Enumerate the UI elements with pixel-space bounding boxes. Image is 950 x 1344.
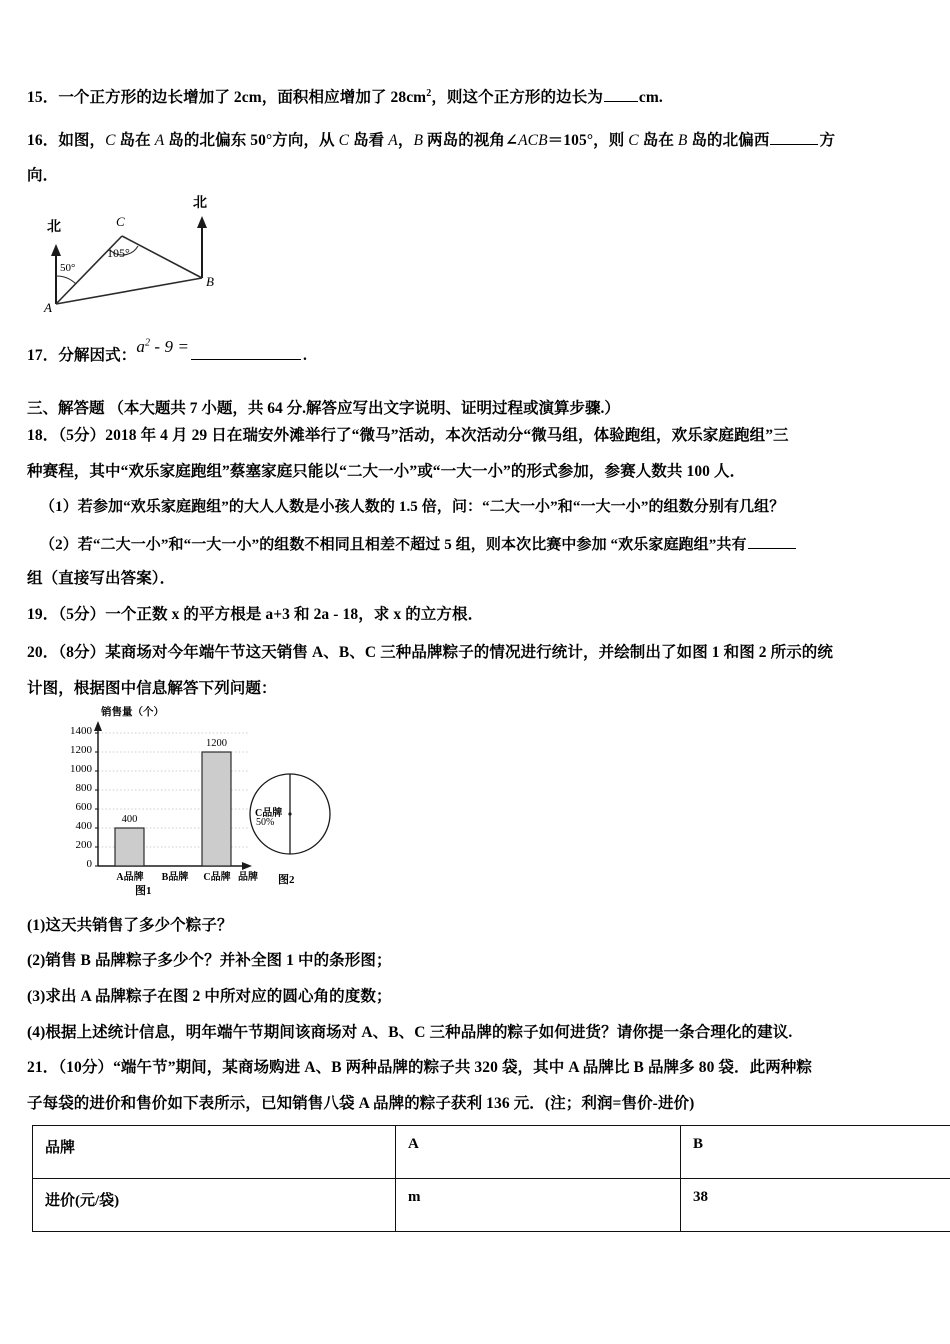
q16-var-a1: A — [154, 132, 165, 150]
q16-var-a2: A — [388, 132, 398, 150]
pie-slice-label-c: C品牌 — [255, 808, 283, 819]
table-row-header — [33, 1126, 950, 1179]
bar-chart-ytick-400: 400 — [75, 820, 92, 832]
q16-text-e: ， — [397, 132, 414, 150]
question-15-text-a: 一个正方形的边长增加了 2cm，面积相应增加了 28cm — [58, 89, 427, 107]
question-18-part-2-cont: 组（直接写出答案）． — [27, 570, 176, 587]
question-20-line-1 — [27, 645, 833, 661]
table-cell-b-price: 38 — [681, 1179, 950, 1232]
question-20-sub-4: (4)根据上述统计信息，明年端午节期间该商场对 A、B、C 三种品牌的粽子如何进货？请你提一条合理化的建议. — [27, 1024, 793, 1041]
question-18-number: 18． — [27, 427, 59, 444]
q16-var-c1: C — [105, 132, 116, 150]
bar-category-label-c: C品牌 — [203, 872, 231, 883]
question-18-part-1: （1）若参加“欢乐家庭跑组”的大人人数是小孩人数的 1.5 倍，问：“二大一小”和“一大一小”的组数分别有几组？ — [40, 499, 785, 515]
answer-blank[interactable] — [770, 131, 818, 145]
question-16-line-1 — [27, 131, 835, 149]
question-15-text-c: cm. — [638, 89, 663, 107]
q16-var-c2: C — [338, 132, 350, 150]
pie-chart-caption: 图2 — [278, 874, 295, 886]
q16-text-b: 岛在 — [115, 132, 155, 150]
question-15-text-b: ，则这个正方形的边长为 — [431, 89, 603, 107]
question-17-expr-rest: - 9 = — [150, 337, 190, 357]
question-20-sub-3: (3)求出 A 品牌粽子在图 2 中所对应的圆心角的度数； — [27, 988, 392, 1005]
pie-chart-figure — [238, 766, 348, 891]
answer-blank[interactable] — [191, 346, 301, 360]
question-15-number: 15． — [27, 89, 59, 107]
question-21-marks: （10分） — [58, 1059, 114, 1076]
island-label-c: C — [116, 214, 125, 229]
island-label-north-left: 北 — [47, 220, 61, 235]
bar-chart-ytick-600: 600 — [75, 801, 92, 813]
island-angle-at-a: 50° — [60, 262, 76, 274]
bar-chart-ylabel: 销售量（个） — [101, 707, 164, 718]
section-header-three: 三、解答题 （本大题共 7 小题，共 64 分.解答应写出文字说明、证明过程或演算步骤.） — [27, 400, 620, 417]
question-20-text: 某商场对今年端午节这天销售 A、B、C 三种品牌粽子的情况进行统计，并绘制出了如图 1 和图 2 所示的统 — [105, 644, 833, 661]
island-label-north-right: 北 — [193, 196, 207, 211]
table-header-b: B — [681, 1126, 950, 1179]
bar-chart-caption: 图1 — [135, 885, 152, 897]
q16-text-h: 岛在 — [638, 132, 678, 150]
q16-text-i: 岛的北偏西 — [687, 132, 770, 150]
q16-angle-acb: ACB — [518, 132, 548, 150]
bar-chart-ytick-1400: 1400 — [70, 725, 92, 737]
island-label-b: B — [206, 274, 214, 289]
question-20-marks: （8分） — [58, 644, 106, 661]
bar-category-label-a: A品牌 — [116, 872, 144, 883]
question-17 — [27, 337, 308, 365]
answer-blank[interactable] — [604, 88, 638, 102]
bar-chart-ytick-1000: 1000 — [70, 763, 92, 775]
island-diagram — [30, 196, 260, 316]
q16-text-d: 岛看 — [349, 132, 389, 150]
question-21-line-2: 子每袋的进价和售价如下表所示，已知销售八袋 A 品牌的粽子获利 136 元．(注；利润=售价-进价) — [27, 1095, 695, 1112]
question-21-number: 21． — [27, 1059, 59, 1076]
question-20-sub-1: (1)这天共销售了多少个粽子？ — [27, 917, 233, 934]
bar-chart-xlabel: 品牌 — [238, 872, 258, 883]
question-20-number: 20． — [27, 644, 59, 661]
bar-chart-ytick-800: 800 — [75, 782, 92, 794]
question-19-text: 一个正数 x 的平方根是 a+3 和 2a - 18，求 x 的立方根． — [105, 606, 484, 623]
q16-var-c3: C — [628, 132, 639, 150]
answer-blank[interactable] — [748, 535, 796, 549]
bar-chart-figure — [52, 706, 267, 897]
q16-text-g: ＝105°，则 — [547, 132, 629, 150]
question-18-line-2: 种赛程，其中“欢乐家庭跑组”蔡塞家庭只能以“二大一小”或“一大一小”的形式参加，参赛人数共 100 人． — [27, 463, 746, 480]
q16-var-b1: B — [413, 132, 424, 150]
question-21-line-1 — [27, 1060, 812, 1076]
island-angle-at-c: 105° — [107, 246, 130, 260]
pie-slice-value-c: 50% — [256, 817, 275, 828]
q16-text-a: 如图， — [58, 132, 106, 150]
bar-chart-ytick-1200: 1200 — [70, 744, 92, 756]
question-19 — [27, 607, 483, 623]
question-16-number: 16． — [27, 132, 59, 150]
question-21-text: “端午节”期间，某商场购进 A、B 两种品牌的粽子共 320 袋，其中 A 品牌比 B 品牌多 80 袋．此两种粽 — [113, 1059, 812, 1076]
island-label-a: A — [44, 300, 52, 315]
question-17-number: 17． — [27, 347, 59, 365]
table-row — [33, 1179, 950, 1232]
question-18-text: 2018 年 4 月 29 日在瑞安外滩举行了“微马”活动，本次活动分“微马组，体验跑组，欢乐家庭跑组”三 — [105, 427, 789, 444]
question-15 — [27, 88, 663, 106]
question-15-superscript: 2 — [426, 88, 432, 100]
question-18-line-1 — [27, 428, 789, 444]
question-18-marks: （5分） — [58, 427, 106, 444]
price-table — [32, 1125, 950, 1232]
bar-value-label-c: 1200 — [206, 738, 227, 749]
question-19-number: 19． — [27, 606, 59, 623]
table-cell-a-price: m — [396, 1179, 681, 1232]
question-17-period: . — [303, 347, 308, 365]
q16-var-b2: B — [677, 132, 688, 150]
question-18-part-2-text: （2）若“二大一小”和“一大一小”的组数不相同且相差不超过 5 组，则本次比赛中参加 “欢乐家庭跑组”共有 — [40, 536, 747, 553]
bar-chart-ytick-0: 0 — [86, 858, 92, 870]
bar-value-label-a: 400 — [121, 814, 138, 825]
table-header-brand: 品牌 — [33, 1126, 396, 1179]
q16-text-f: 两岛的视角∠ — [423, 132, 519, 150]
table-cell-row-label: 进价(元/袋) — [33, 1179, 396, 1232]
question-16-line-2: 向． — [27, 167, 59, 184]
question-19-marks: （5分） — [58, 606, 106, 623]
question-17-expr-exponent: 2 — [144, 337, 151, 349]
q16-text-c: 岛的北偏东 50°方向，从 — [164, 132, 339, 150]
question-18-part-2 — [40, 535, 797, 553]
bar-chart-ytick-200: 200 — [75, 839, 92, 851]
question-20-sub-2: (2)销售 B 品牌粽子多少个？并补全图 1 中的条形图； — [27, 952, 392, 969]
question-17-label: 分解因式： — [58, 347, 137, 365]
q16-text-j: 方 — [819, 132, 836, 150]
table-header-a: A — [396, 1126, 681, 1179]
bar-category-label-b: B品牌 — [161, 872, 189, 883]
question-20-line-2: 计图，根据图中信息解答下列问题： — [27, 680, 277, 697]
question-17-expr-base: a — [136, 337, 145, 357]
island-diagram-svg — [30, 196, 260, 316]
